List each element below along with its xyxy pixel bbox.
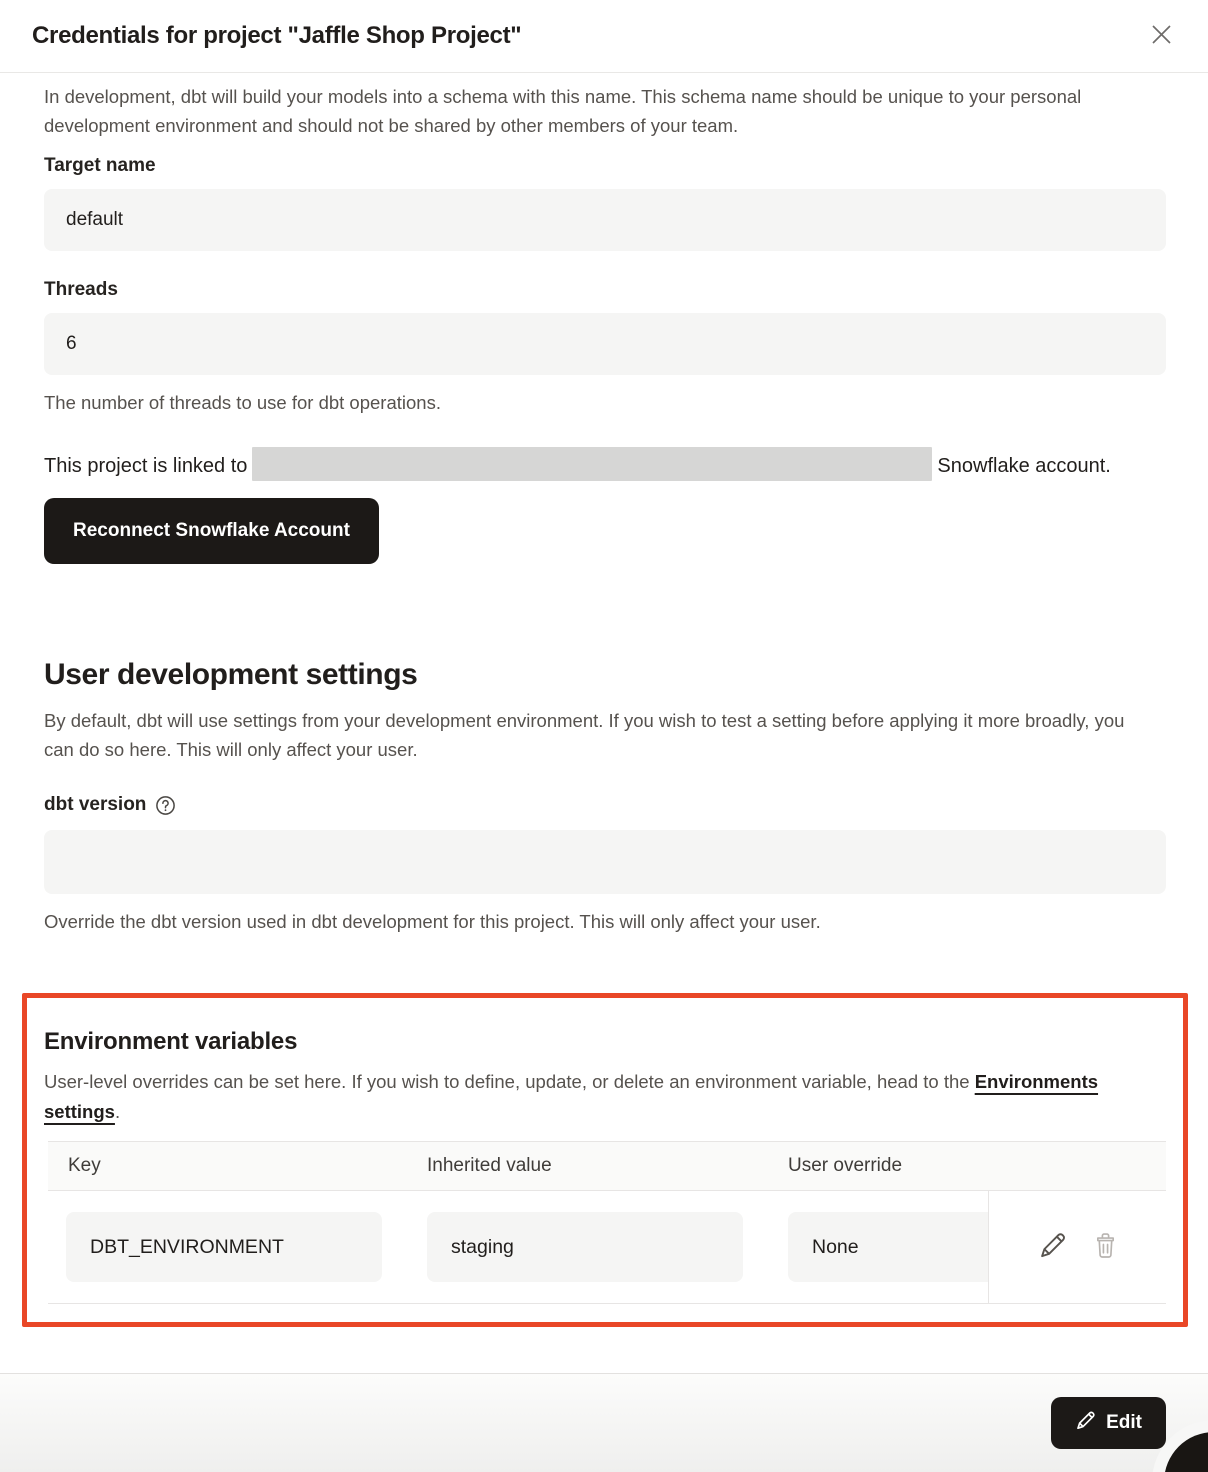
modal-header [0, 0, 1208, 73]
edit-variable-button[interactable] [1038, 1231, 1067, 1263]
dbt-version-input[interactable] [44, 830, 1166, 894]
schema-description: In development, dbt will build your models into a schema with this name. This schema name should be unique to your personal development environment and should not be shared by other members of your team. [44, 86, 1082, 136]
modal-footer [0, 1373, 1208, 1472]
trash-icon [1093, 1231, 1118, 1263]
dbt-version-helper-text: Override the dbt version used in dbt development for this project. This will only affect your user. [44, 911, 821, 932]
column-header-key: Key [68, 1155, 101, 1176]
pencil-icon [1075, 1410, 1096, 1437]
cell-actions [988, 1191, 1166, 1303]
environment-variables-section [22, 993, 1188, 1327]
pencil-icon [1038, 1231, 1067, 1263]
environments-settings-link[interactable]: Environments settings [44, 1071, 1099, 1122]
linked-account-text: This project is linked to Snowflake account. [44, 447, 1144, 484]
user-dev-settings-heading: User development settings [44, 658, 418, 691]
cell-inherited-value [407, 1191, 768, 1303]
column-header-inherited-value: Inherited value [427, 1155, 552, 1176]
table-header-row [48, 1141, 1166, 1191]
user-dev-settings-description: By default, dbt will use settings from your development environment. If you wish to test a setting before applying it more broadly, you can do so here. This will only affect your user. [44, 710, 1125, 760]
environment-variables-heading: Environment variables [44, 1028, 298, 1055]
reconnect-snowflake-button[interactable]: Reconnect Snowflake Account [44, 498, 379, 564]
threads-label: Threads [44, 279, 118, 300]
delete-variable-button[interactable] [1093, 1231, 1118, 1263]
environment-variables-table [48, 1141, 1166, 1304]
table-row [48, 1191, 1166, 1304]
cell-user-override [768, 1191, 988, 1303]
cell-key [48, 1191, 407, 1303]
threads-helper-text: The number of threads to use for dbt operations. [44, 392, 441, 413]
close-button[interactable] [1144, 19, 1178, 53]
close-icon [1148, 21, 1175, 51]
environment-variables-description: User-level overrides can be set here. If you wish to define, update, or delete an environment variable, head to the Environments settings. [44, 1071, 1099, 1122]
edit-button[interactable]: Edit [1051, 1397, 1166, 1449]
key-value-pill: DBT_ENVIRONMENT [66, 1212, 382, 1282]
inherited-value-pill: staging [427, 1212, 743, 1282]
column-header-user-override: User override [788, 1155, 903, 1176]
target-name-label: Target name [44, 155, 156, 176]
user-override-pill: None [788, 1212, 988, 1282]
modal-title: Credentials for project "Jaffle Shop Project" [32, 22, 522, 49]
target-name-input[interactable] [44, 189, 1166, 251]
threads-input[interactable] [44, 313, 1166, 375]
dbt-version-label: dbt version [44, 794, 147, 815]
circle-question-icon[interactable] [155, 795, 176, 816]
modal-body [0, 82, 1208, 1327]
redacted-account-name [252, 447, 932, 481]
